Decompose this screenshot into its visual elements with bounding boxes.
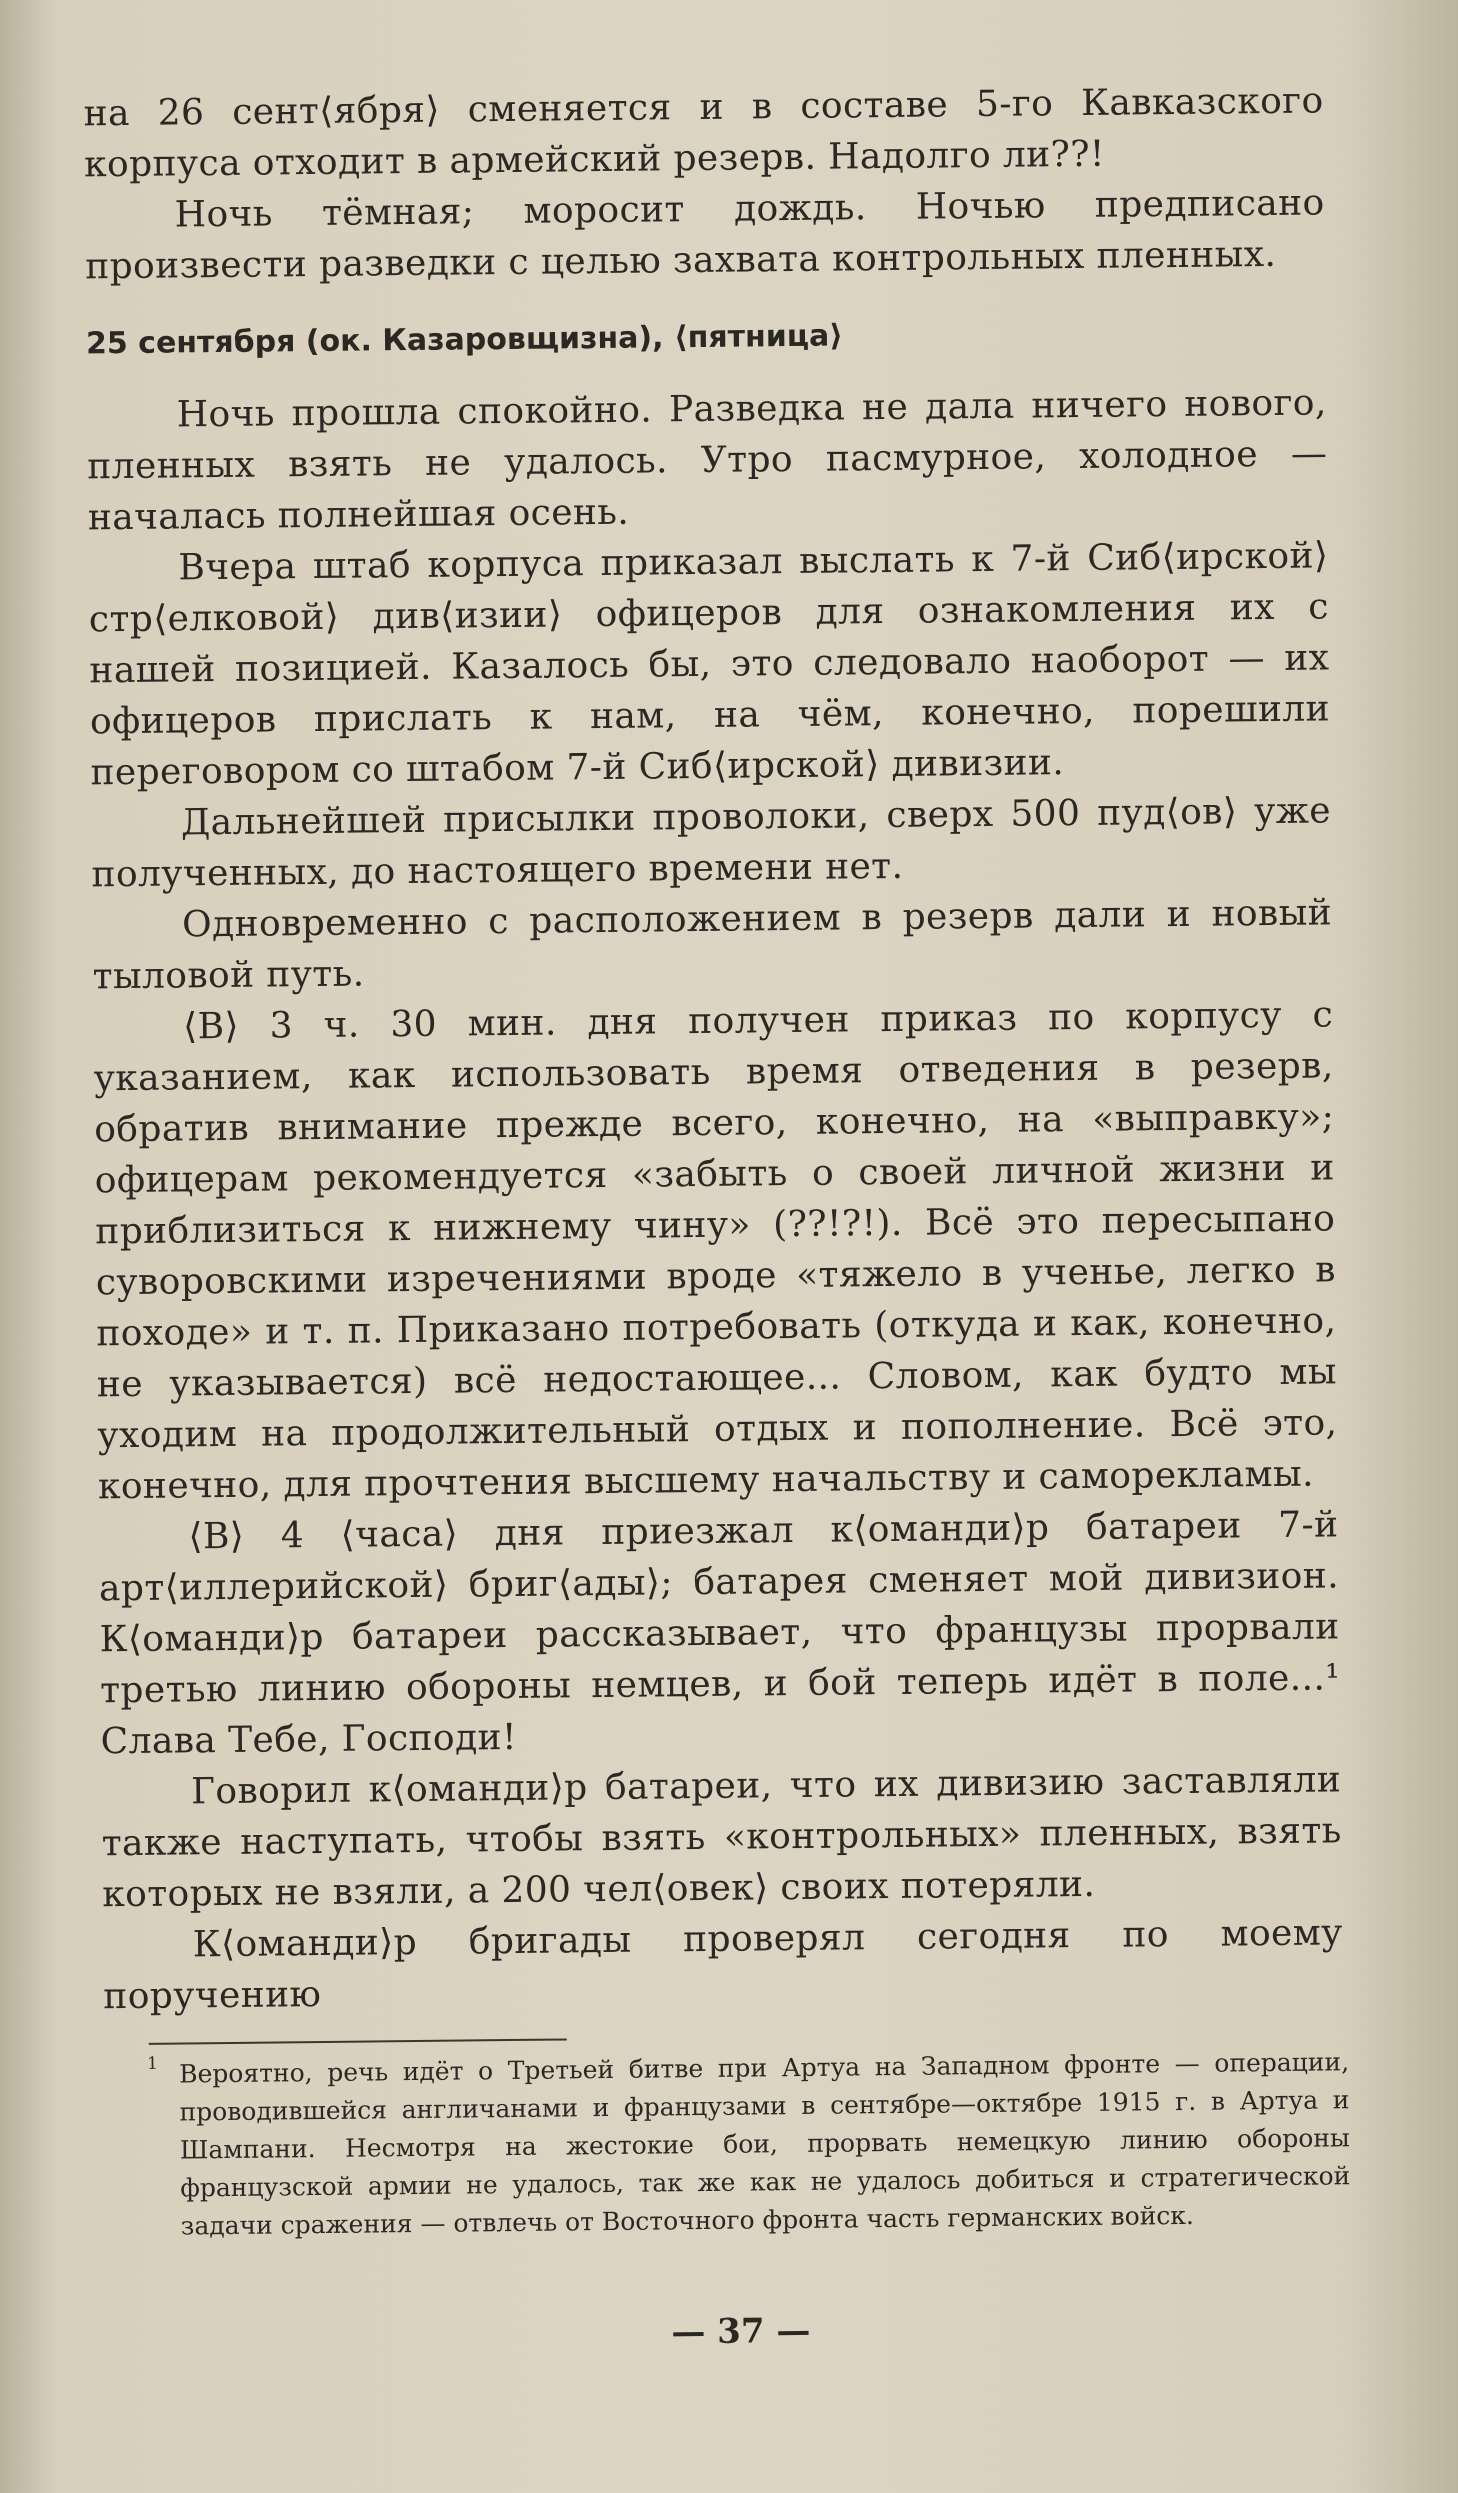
paragraph-8: К⟨оманди⟩р бригады проверял сегодня по моему поручению: [103, 1912, 1343, 2018]
main-text: [83, 75, 1343, 2022]
paragraph-7: Говорил к⟨оманди⟩р батареи, что их дивизию заставляли также наступать, чтобы взять «контрольных» пленных, взять которых не взяли, а 200 чел⟨овек⟩ своих потеряли.: [101, 1759, 1342, 1916]
entry-heading: 25 сентября (ок. Казаровщизна), ⟨пятница⟩: [85, 318, 844, 362]
page-number: — 37 —: [671, 2310, 811, 2353]
footnote-mark: 1: [146, 2053, 158, 2074]
footnote-divider: [149, 2038, 567, 2044]
paragraph-2: Вчера штаб корпуса приказал выслать к 7-й Сиб⟨ирской⟩ стр⟨елковой⟩ див⟨изии⟩ офицеров для ознакомления их с нашей позицией. Казалось бы, это следовало наоборот — их офицеров прислать к нам, на чём, конечно, порешили переговором со штабом 7-й Сиб⟨ирской⟩ дивизии.: [88, 535, 1331, 794]
paragraph-3: Дальнейшей присылки проволоки, сверх 500 пуд⟨ов⟩ уже полученных, до настоящего времени нет.: [91, 790, 1332, 896]
paragraph-continued: на 26 сент⟨ября⟩ сменяется и в составе 5-го Кавказского корпуса отходит в армейский резерв. Надолго ли??!: [83, 80, 1324, 186]
footnote: [146, 2043, 1351, 2245]
paragraph-5: ⟨В⟩ 3 ч. 30 мин. дня получен приказ по корпусу с указанием, как использовать время отведения в резерв, обратив внимание прежде всего, конечно, на «выправку»; офицерам рекомендуется «забыть о своей личной жизни и приблизиться к нижнему чину» (??!?!). Всё это пересыпано суворовскими изречениями вроде «тяжело в ученье, легко в походе» и т. п. Приказано потребовать (откуда и как, конечно, не указывается) всё недостающее... Словом, как будто мы уходим на продолжительный отдых и пополнение. Всё это, конечно, для прочтения высшему начальству и саморекламы.: [93, 994, 1338, 1508]
footnote-text: Вероятно, речь идёт о Третьей битве при Артуа на Западном фронте — операции, проводившейся англичанами и французами в сентябре—октябре 1915 г. в Артуа и Шампани. Несмотря на жестокие бои, прорвать немецкую линию обороны французской армии не удалось, так же как не удалось добиться и стратегической задачи сражения — отвлечь от Восточного фронта часть германских войск.: [178, 2047, 1351, 2241]
paragraph-night: Ночь тёмная; моросит дождь. Ночью предписано произвести разведки с целью захвата контрольных пленных.: [84, 182, 1325, 288]
paragraph-1: Ночь прошла спокойно. Разведка не дала ничего нового, пленных взять не удалось. Утро пасмурное, холодное — началась полнейшая осень.: [87, 382, 1328, 539]
paragraph-6: ⟨В⟩ 4 ⟨часа⟩ дня приезжал к⟨оманди⟩р батареи 7-й арт⟨иллерийской⟩ бриг⟨ады⟩; батарея сменяет мой дивизион. К⟨оманди⟩р батареи рассказывает, что французы прорвали третью линию обороны немцев, и бой теперь идёт в поле...¹ Слава Тебе, Господи!: [98, 1504, 1341, 1763]
paragraph-4: Одновременно с расположением в резерв дали и новый тыловой путь.: [92, 892, 1333, 998]
